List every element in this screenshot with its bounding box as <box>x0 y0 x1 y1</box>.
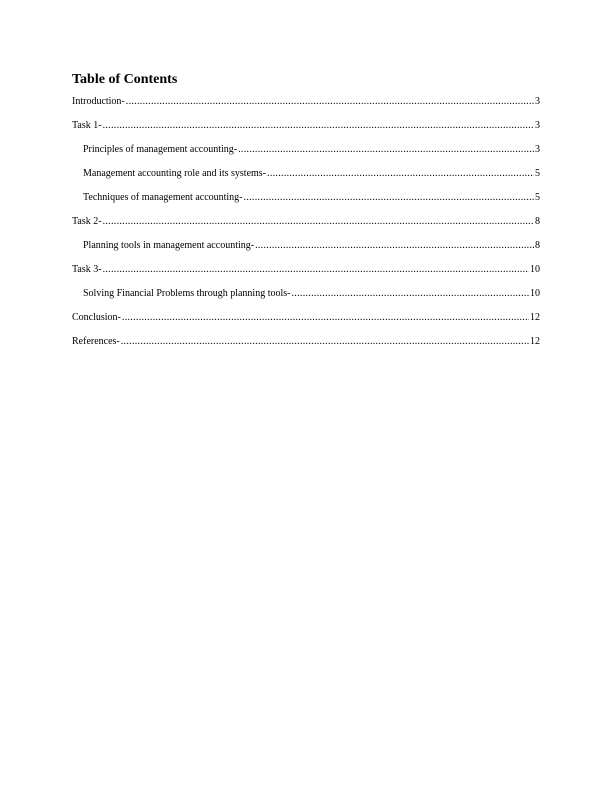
toc-title: Table of Contents <box>72 72 178 87</box>
toc-entry-label: Planning tools in management accounting- <box>83 240 255 251</box>
toc-dot-leader <box>126 96 534 108</box>
toc-entry-label: Introduction- <box>72 96 125 107</box>
toc-entry-planning-tools[interactable] <box>72 240 540 252</box>
toc-list <box>72 96 540 360</box>
toc-dot-leader <box>103 264 529 276</box>
toc-entry-page: 3 <box>535 96 540 107</box>
toc-entry-solving-problems[interactable] <box>72 288 540 300</box>
toc-entry-page: 3 <box>535 120 540 131</box>
toc-entry-references[interactable] <box>72 336 540 348</box>
toc-entry-conclusion[interactable] <box>72 312 540 324</box>
toc-dot-leader <box>255 240 534 252</box>
toc-entry-page: 5 <box>535 192 540 203</box>
toc-entry-label: Conclusion- <box>72 312 121 323</box>
toc-entry-label: References- <box>72 336 120 347</box>
toc-dot-leader <box>121 336 529 348</box>
toc-entry-label: Management accounting role and its systems- <box>83 168 267 179</box>
toc-dot-leader <box>103 120 534 132</box>
toc-entry-page: 8 <box>535 216 540 227</box>
toc-entry-page: 12 <box>530 312 540 323</box>
toc-entry-page: 3 <box>535 144 540 155</box>
toc-entry-page: 8 <box>535 240 540 251</box>
toc-entry-page: 5 <box>535 168 540 179</box>
toc-entry-label: Task 3- <box>72 264 102 275</box>
toc-entry-principles[interactable] <box>72 144 540 156</box>
toc-entry-page: 10 <box>530 264 540 275</box>
toc-dot-leader <box>244 192 534 204</box>
toc-dot-leader <box>238 144 534 156</box>
toc-dot-leader <box>267 168 534 180</box>
toc-entry-page: 12 <box>530 336 540 347</box>
toc-entry-label: Task 1- <box>72 120 102 131</box>
toc-entry-task-2[interactable] <box>72 216 540 228</box>
toc-entry-page: 10 <box>530 288 540 299</box>
toc-entry-role-systems[interactable] <box>72 168 540 180</box>
toc-entry-label: Task 2- <box>72 216 102 227</box>
toc-entry-introduction[interactable] <box>72 96 540 108</box>
toc-entry-task-1[interactable] <box>72 120 540 132</box>
toc-entry-label: Techniques of management accounting- <box>83 192 243 203</box>
toc-dot-leader <box>292 288 530 300</box>
toc-dot-leader <box>122 312 529 324</box>
toc-entry-techniques[interactable] <box>72 192 540 204</box>
toc-dot-leader <box>103 216 534 228</box>
toc-entry-label: Solving Financial Problems through planning tools- <box>83 288 291 299</box>
toc-entry-task-3[interactable] <box>72 264 540 276</box>
toc-entry-label: Principles of management accounting- <box>83 144 238 155</box>
